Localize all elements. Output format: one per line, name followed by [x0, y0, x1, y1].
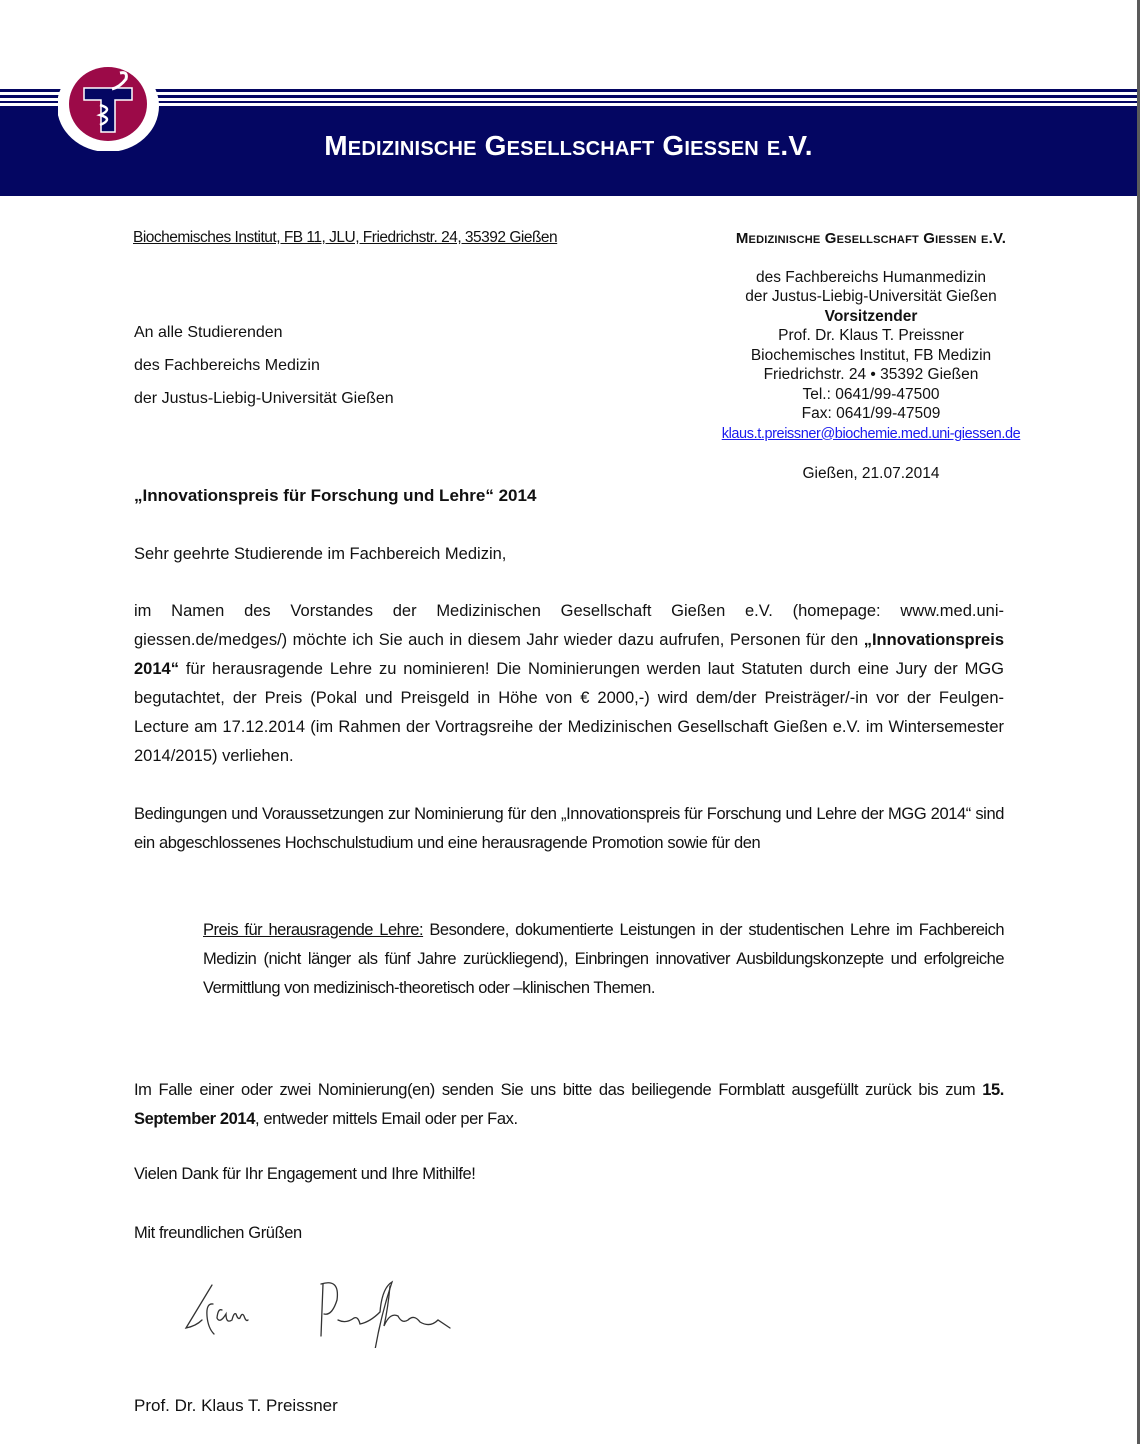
signer-name: Prof. Dr. Klaus T. Preissner — [134, 1396, 338, 1415]
org-name: Medizinische Gesellschaft Giessen e.V. — [735, 230, 1007, 247]
email-link[interactable]: klaus.t.preissner@biochemie.med.uni-giessen.de — [721, 425, 1021, 442]
salutation: Sehr geehrte Studierende im Fachbereich Medizin, — [134, 545, 507, 563]
paragraph-text: , entweder mittels Email oder per Fax. — [254, 1110, 518, 1128]
handwritten-signature-icon — [180, 1268, 480, 1348]
paragraph-teaching-award — [203, 916, 1004, 1003]
place-date: Gießen, 21.07.2014 — [802, 465, 940, 482]
mgg-logo-icon — [58, 61, 160, 151]
teaching-award-label: Preis für herausragende Lehre: — [203, 921, 424, 939]
org-department: des Fachbereichs Humanmedizin — [755, 268, 987, 286]
paragraph-text: Im Falle einer oder zwei Nominierung(en) senden Sie uns bitte das beiliegende Formblatt ausgefüllt zurück bis zum — [134, 1081, 983, 1099]
award-name-bold: „Innovationspreis 2014“ — [134, 631, 1004, 678]
header-title: Medizinische Gesellschaft Giessen e.V. — [324, 130, 813, 161]
org-phone: Tel.: 0641/99-47500 — [802, 385, 940, 403]
paragraph-text: für herausragende Lehre zu nominieren! Die Nominierungen werden laut Statuten durch eine Jury der MGG begutachtet, der Preis (Pokal und Preisgeld in Höhe von € 2000,-) wird dem/der Preisträger/-in vor der Feulgen-Lecture am 17.12.2014 (im Rahmen der Vortragsreihe der Medizinischen Gesellschaft Gießen e.V. im Wintersemester 2014/2015) verliehen. — [134, 660, 1004, 765]
organization-contact-block — [696, 229, 1046, 484]
paragraph-deadline — [134, 1076, 1004, 1134]
recipient-line: An alle Studierenden — [134, 324, 283, 341]
org-institute: Biochemisches Institut, FB Medizin — [750, 346, 992, 364]
closing-line: Mit freundlichen Grüßen — [134, 1224, 302, 1242]
paragraph-text: Besondere, dokumentierte Leistungen in der studentischen Lehre im Fachbereich Medizin (nicht länger als fünf Jahre zurückliegend), Einbringen innovativer Ausbildungskonzepte und erfolgreiche Vermittlung von medizinisch-theoretisch oder –klinischen Themen. — [203, 921, 1004, 997]
org-address: Friedrichstr. 24 • 35392 Gießen — [763, 366, 979, 383]
org-fax: Fax: 0641/99-47509 — [801, 405, 941, 422]
header-stripe — [0, 95, 1137, 98]
paragraph-conditions: Bedingungen und Voraussetzungen zur Nominierung für den „Innovationspreis für Forschung und Lehre der MGG 2014“ sind ein abgeschlossenes Hochschulstudium und eine herausragende Promotion sowie für den — [134, 805, 1004, 852]
header-stripe — [0, 89, 1137, 92]
paragraph-text: im Namen des Vorstandes der Medizinischen Gesellschaft Gießen e.V. (homepage: www.med.uni-giessen.de/medges/) möchte ich Sie auch in diesem Jahr wieder dazu aufrufen, Personen für den — [134, 602, 1004, 649]
org-role: Vorsitzender — [824, 307, 918, 325]
recipient-line: der Justus-Liebig-Universität Gießen — [134, 390, 394, 407]
org-person: Prof. Dr. Klaus T. Preissner — [778, 327, 964, 344]
deadline-date: 15. September 2014 — [134, 1081, 1004, 1128]
sender-address-line: Biochemisches Institut, FB 11, JLU, Friedrichstr. 24, 35392 Gießen — [133, 229, 558, 246]
thanks-line: Vielen Dank für Ihr Engagement und Ihre Mithilfe! — [134, 1165, 476, 1183]
header-stripe — [0, 101, 1137, 103]
letter-subject: „Innovationspreis für Forschung und Lehre“ 2014 — [134, 486, 537, 505]
recipient-line: des Fachbereichs Medizin — [134, 357, 320, 374]
org-university: der Justus-Liebig-Universität Gießen — [745, 288, 997, 305]
paragraph-intro — [134, 597, 1004, 771]
recipient-address — [134, 316, 394, 415]
